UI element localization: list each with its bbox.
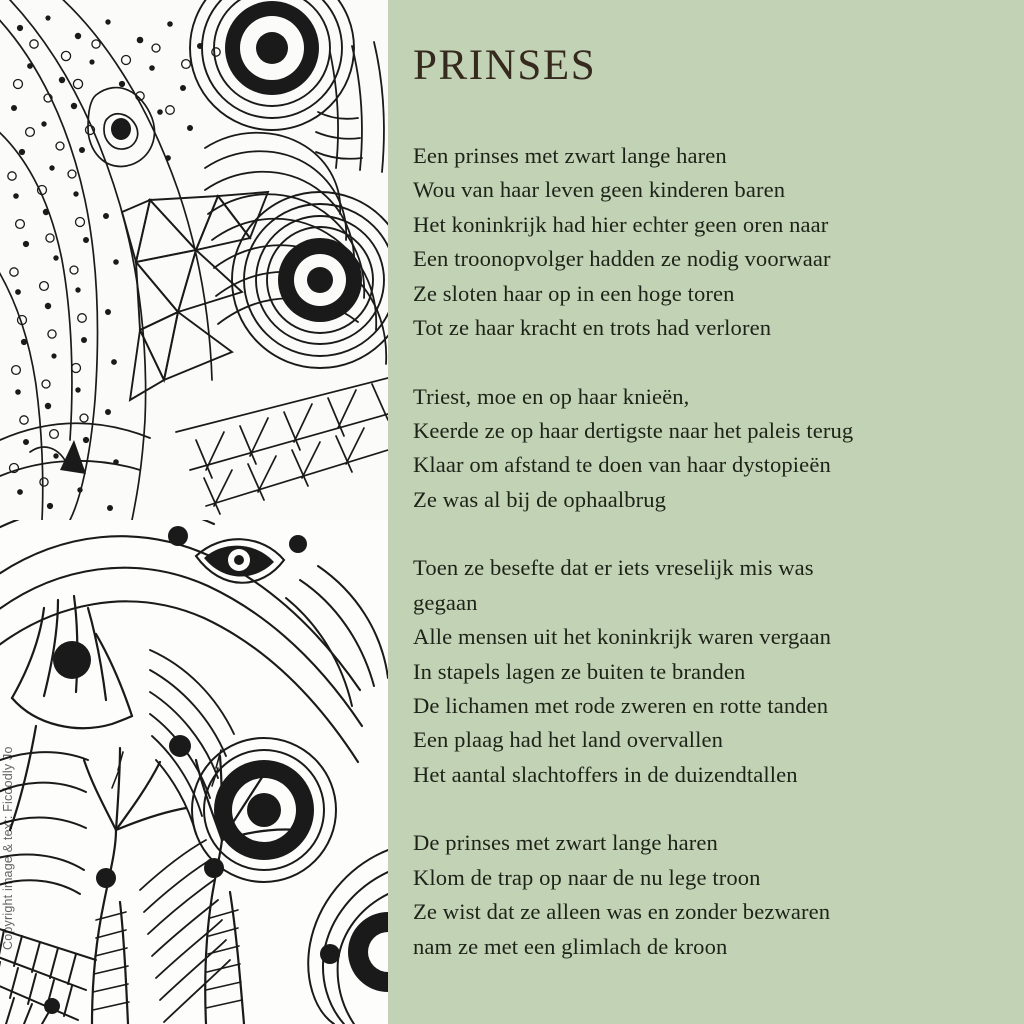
poem-line: Alle mensen uit het koninkrijk waren vergaan (413, 624, 832, 650)
poem-line: gegaan (413, 589, 478, 615)
poem-line: Het koninkrijk had hier echter geen oren naar (413, 211, 829, 237)
poem-line: Tot ze haar kracht en trots had verloren (413, 315, 772, 341)
poem-line: De prinses met zwart lange haren (413, 830, 718, 856)
poem-stanza-1 (413, 139, 993, 345)
poem-line: Ze was al bij de ophaalbrug (413, 486, 667, 512)
poem-stanza-3 (413, 551, 993, 792)
top-artwork-drawing (0, 0, 388, 520)
poem-stanza-2 (413, 380, 993, 518)
poem-line: Het aantal slachtoffers in de duizendtallen (413, 761, 798, 787)
poem-line: Een prinses met zwart lange haren (413, 143, 727, 168)
poem-line: Wou van haar leven geen kinderen baren (413, 177, 786, 203)
bottom-artwork-drawing (0, 520, 388, 1024)
poem-line: nam ze met een glimlach de kroon (413, 933, 728, 959)
poem-line: De lichamen met rode zweren en rotte tanden (413, 693, 829, 719)
poem-panel (388, 0, 1024, 1024)
poem-line: Een troonopvolger hadden ze nodig voorwaar (413, 246, 831, 272)
poem-line: Keerde ze op haar dertigste naar het paleis terug (413, 418, 854, 444)
poem-body (413, 139, 993, 964)
poem-line: Toen ze besefte dat er iets vreselijk mis was (413, 555, 814, 581)
poem-line: Een plaag had het land overvallen (413, 727, 724, 753)
poem-line: In stapels lagen ze buiten te branden (413, 658, 746, 684)
poem-stanza-4 (413, 826, 993, 964)
poem-line: Triest, moe en op haar knieën, (413, 383, 690, 409)
artwork-panel (0, 0, 388, 1024)
page-title: PRINSES (413, 42, 597, 89)
bottom-artwork-tile (0, 520, 388, 1024)
poem-line: Ze wist dat ze alleen was en zonder bezwaren (413, 899, 831, 925)
top-artwork-tile (0, 0, 388, 520)
poem-line: Klaar om afstand te doen van haar dystopieën (413, 452, 831, 478)
poem-line: Ze sloten haar op in een hoge toren (413, 280, 735, 306)
poem-line: Klom de trap op naar de nu lege troon (413, 864, 761, 890)
copyright-notice: Copyright image & text: Ficdodly Jo (1, 746, 15, 950)
